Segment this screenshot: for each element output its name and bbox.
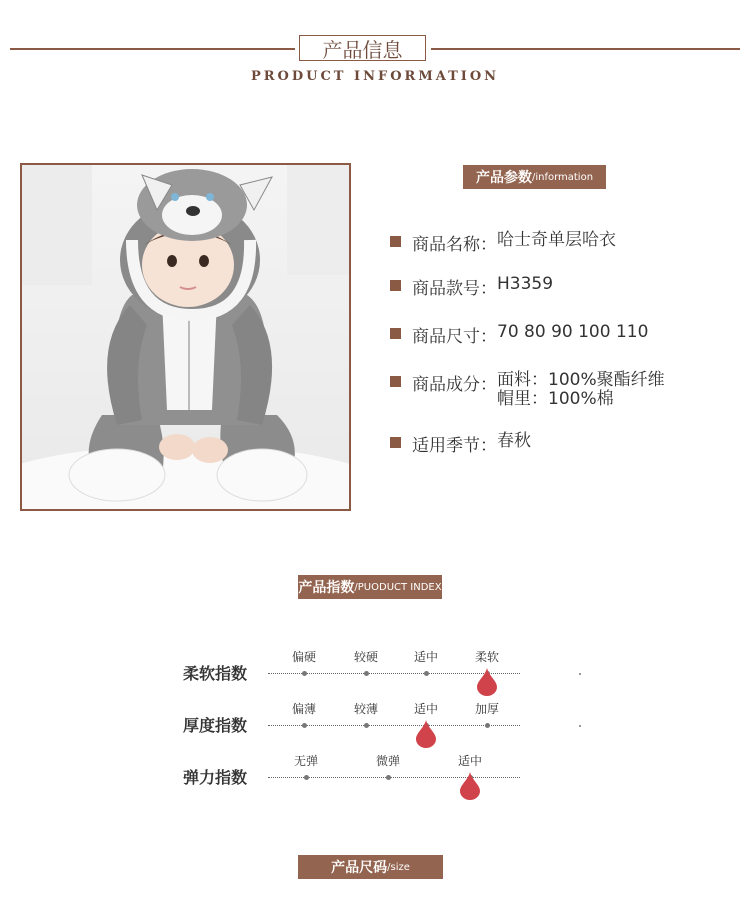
- header-left-rule: [10, 48, 295, 50]
- param-season: [390, 431, 531, 456]
- bullet-square-icon: [390, 280, 401, 291]
- bullet-square-icon: [390, 328, 401, 339]
- param-material: [390, 370, 665, 409]
- index-level-dot: [364, 723, 369, 728]
- index-level-label: 柔软: [474, 650, 500, 664]
- index-level-label: 适中: [413, 702, 439, 716]
- selected-drop-icon: [460, 772, 480, 800]
- params-tag-en: /information: [531, 171, 594, 183]
- index-level-label: 偏薄: [291, 702, 317, 716]
- index-level-label: 加厚: [474, 702, 500, 716]
- index-level-label: 较硬: [353, 650, 379, 664]
- index-level-label: 微弹: [375, 754, 401, 768]
- track-end-dot: [579, 725, 581, 727]
- index-level-dot: [304, 775, 309, 780]
- section-title-text: 产品信息: [322, 37, 403, 62]
- index-level-label: 适中: [457, 754, 483, 768]
- index-level-dot: [485, 723, 490, 728]
- index-tag: [298, 575, 442, 599]
- track-end-dot: [579, 673, 581, 675]
- param-label: 商品款号：: [412, 279, 497, 299]
- index-label: 弹力指数: [183, 768, 248, 787]
- index-level-label: 适中: [413, 650, 439, 664]
- bullet-square-icon: [390, 376, 401, 387]
- param-value: 哈士奇单层哈衣: [497, 230, 616, 250]
- param-value: 70 80 90 100 110: [497, 322, 649, 342]
- index-level-dot: [386, 775, 391, 780]
- param-label: 商品成分：: [412, 375, 497, 395]
- size-tag-en: /size: [387, 861, 410, 873]
- index-level-dot: [302, 723, 307, 728]
- index-level-label: 偏硬: [291, 650, 317, 664]
- section-title: [299, 35, 426, 61]
- index-level-dot: [424, 671, 429, 676]
- index-label: 厚度指数: [183, 716, 248, 735]
- index-level-label: 无弹: [293, 754, 319, 768]
- index-level-dot: [302, 671, 307, 676]
- index-label: 柔软指数: [183, 664, 248, 683]
- param-value: H3359: [497, 274, 554, 294]
- index-tag-en: /PUODUCT INDEX: [354, 581, 442, 593]
- param-value: 面料：100%聚酯纤维 帽里：100%棉: [497, 370, 665, 409]
- param-style-no: [390, 274, 553, 299]
- size-tag-title: 产品尺码: [331, 860, 388, 876]
- param-name: [390, 230, 616, 255]
- param-value: 春秋: [497, 431, 531, 451]
- params-tag: [463, 165, 606, 189]
- param-label: 适用季节：: [412, 436, 497, 456]
- index-tag-title: 产品指数: [298, 580, 355, 596]
- selected-drop-icon: [477, 668, 497, 696]
- params-tag-title: 产品参数: [475, 170, 532, 186]
- param-label: 商品名称：: [412, 235, 497, 255]
- bullet-square-icon: [390, 437, 401, 448]
- header-right-rule: [431, 48, 740, 50]
- param-label: 商品尺寸：: [412, 327, 497, 347]
- index-level-dot: [364, 671, 369, 676]
- index-level-label: 较薄: [353, 702, 379, 716]
- selected-drop-icon: [416, 720, 436, 748]
- param-size: [390, 322, 648, 347]
- size-tag: [298, 855, 443, 879]
- husky-romper-illustration: [22, 165, 349, 509]
- product-photo: [20, 163, 351, 511]
- bullet-square-icon: [390, 236, 401, 247]
- section-subtitle: PRODUCT INFORMATION: [250, 69, 500, 84]
